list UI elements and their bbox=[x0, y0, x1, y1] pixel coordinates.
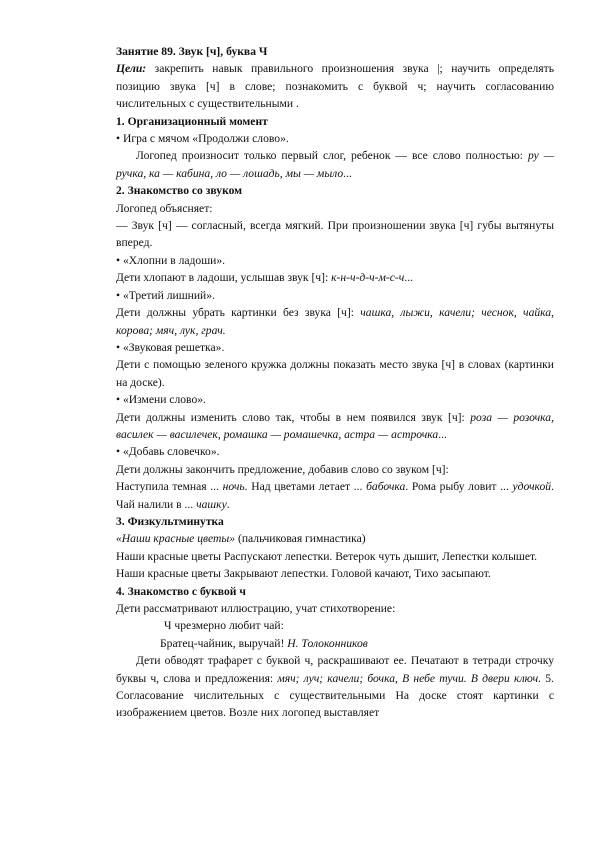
section-2-game-5-sentences bbox=[116, 478, 554, 513]
section-2-game-2: • «Третий лишний». bbox=[116, 288, 215, 302]
sentence-c: . Рома рыбу ловит ... bbox=[405, 480, 513, 494]
final-text-b: 5. Согласование числительных с существительными На доске стоят картинки с изображением цветов. Возле них логопед выставляет bbox=[116, 671, 554, 720]
lesson-title: Занятие 89. Звук [ч], буква Ч bbox=[116, 45, 268, 58]
game-1-text: Дети хлопают в ладоши, услышав звук [ч]: bbox=[116, 271, 332, 285]
section-1-game: • Игра с мячом «Продолжи слово». bbox=[116, 132, 289, 146]
section-3-poem-heading bbox=[116, 530, 554, 547]
section-3-title: 3. Физкультминутка bbox=[116, 514, 224, 528]
sentence-word-3: удочкой bbox=[512, 480, 552, 494]
final-words: мяч; луч; качели; бочка, В небе тучи. В двери ключ. bbox=[277, 671, 542, 685]
poem-line-1: Ч чрезмерно любит чай: bbox=[164, 619, 284, 633]
sentence-d: . Чай налили в ... bbox=[116, 480, 554, 511]
document-page bbox=[116, 43, 554, 722]
section-2-game-3: • «Звуковая решетка». bbox=[116, 340, 225, 354]
section-4-final bbox=[116, 652, 554, 722]
section-3-verse-1: Наши красные цветы Распускают лепестки. Ветерок чуть дышит, Лепестки колышет. bbox=[116, 549, 538, 563]
sentence-word-1: ночь bbox=[222, 480, 245, 494]
section-4-text: Дети рассматривают иллюстрацию, учат стихотворение: bbox=[116, 602, 396, 615]
section-2-game-1: • «Хлопни в ладоши». bbox=[116, 253, 226, 267]
section-2-game-3-text: Дети с помощью зеленого кружка должны показать место звука [ч] в словах (картинки на доске). bbox=[116, 358, 554, 389]
section-2-game-4-text bbox=[116, 409, 554, 444]
poem-line-2-text: Братец-чайник, выручай! bbox=[160, 636, 288, 650]
section-1-text-a: Логопед произносит только первый слог, ребенок — все слово полностью: bbox=[136, 149, 528, 163]
section-2-game-5-text: Дети должны закончить предложение, добавив слово со звуком [ч]: bbox=[116, 462, 449, 476]
section-1-examples: ру — ручка, ка — кабина, ло — лошадь, мы — мыло bbox=[116, 149, 554, 180]
section-2-game-1-text bbox=[116, 269, 554, 286]
section-1-text bbox=[116, 147, 554, 182]
poem-title: «Наши красные цветы» bbox=[116, 532, 236, 546]
poem-note: (пальчиковая гимнастика) bbox=[235, 532, 366, 546]
game-4-end: ... bbox=[438, 427, 447, 441]
goals-paragraph bbox=[116, 60, 554, 112]
section-1-title: 1. Организационный момент bbox=[116, 114, 268, 128]
section-2-game-2-text bbox=[116, 304, 554, 339]
section-2-intro: Логопед объясняет: bbox=[116, 201, 213, 215]
sentence-a: Наступила темная ... bbox=[116, 480, 223, 494]
section-2-game-5: • «Добавь словечко». bbox=[116, 445, 220, 459]
game-4-words: роза — розочка, василек — василечек, ромашка — ромашечка, астра — астрочка bbox=[116, 410, 554, 441]
section-2-game-4: • «Измени слово». bbox=[116, 393, 206, 407]
game-2-text: Дети должны убрать картинки без звука [ч]: bbox=[116, 306, 361, 320]
sentence-e: . bbox=[226, 497, 230, 511]
sentence-b: . Над цветами летает ... bbox=[244, 480, 367, 494]
game-2-words: чашка, лыжи, качели; чеснок, чайка, корова; мяч, лук, грач. bbox=[116, 306, 555, 337]
sentence-word-4: чашку bbox=[196, 497, 227, 511]
poem-line-2 bbox=[116, 635, 554, 652]
final-text-a: Дети обводят трафарет с буквой ч, раскрашивают ее. Печатают в тетради строчку буквы ч, слова и предложения: bbox=[116, 654, 554, 685]
section-2-title: 2. Знакомство со звуком bbox=[116, 184, 243, 198]
poem-author: Н. Толоконников bbox=[287, 636, 368, 650]
section-2-explain: — Звук [ч] — согласный, всегда мягкий. При произношении звука [ч] губы вытянуты вперед. bbox=[116, 219, 554, 250]
section-1-text-b: ... bbox=[343, 166, 352, 180]
sentence-word-2: бабочка bbox=[366, 480, 406, 494]
game-1-letters: к-н-ч-д-ч-м-с-ч bbox=[331, 271, 405, 285]
game-1-end: ... bbox=[404, 271, 414, 285]
section-4-title: 4. Знакомство с буквой ч bbox=[116, 584, 246, 598]
section-3-verse-2: Наши красные цветы Закрывают лепестки. Головой качают, Тихо засыпают. bbox=[116, 567, 491, 581]
game-4-text: Дети должны изменить слово так, чтобы в нем появился звук [ч]: bbox=[116, 410, 471, 424]
goals-text: закрепить навык правильного произношения звука |; научить определять позицию звука [ч] в слове; познакомить с буквой ч; научить согласованию числительных с существительными . bbox=[116, 62, 554, 111]
goals-label: Цели: bbox=[116, 62, 147, 76]
